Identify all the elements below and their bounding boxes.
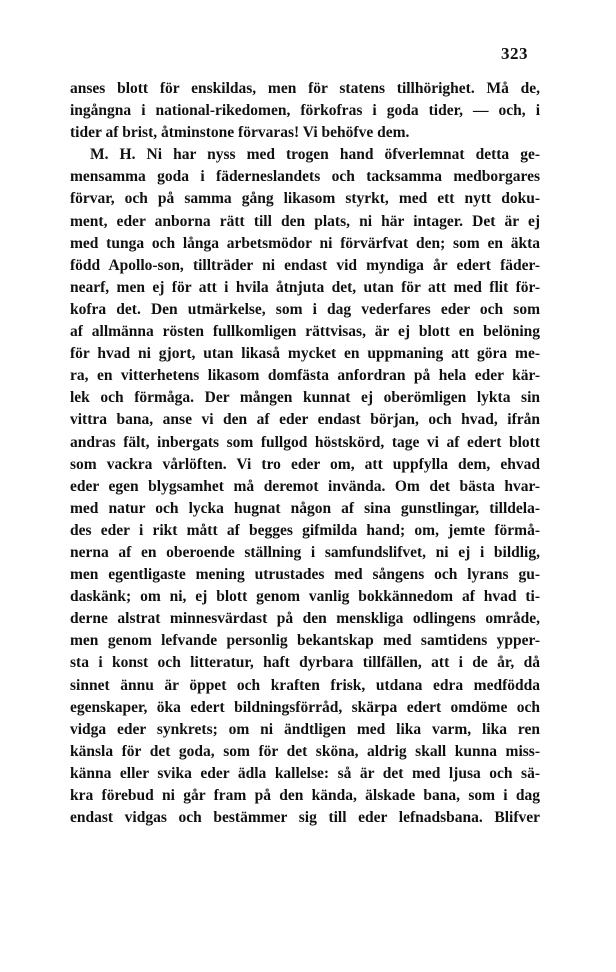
text-line: derne alstrat minnesvärdast på den menskliga odlingens område,: [70, 610, 540, 628]
text-line: nearf, men ej för att i hvila åtnjuta det, utan för att med flit för-: [70, 278, 540, 296]
text-line: men egentligaste mening utrustades med sångens och lyrans gu-: [70, 566, 540, 584]
page-number: 323: [501, 44, 528, 63]
text-line: anses blott för enskildas, men för statens tillhörighet. Må de,: [70, 80, 540, 97]
text-line: andras fält, inbergats som fullgod höstskörd, tage vi af edert blott: [70, 433, 540, 451]
text-line: vittra bana, anse vi den af eder endast början, och hvad, ifrån: [70, 411, 540, 429]
text-line: ment, eder anborna rätt till den plats, ni här intager. Det är ej: [70, 212, 540, 230]
text-line: känsla för det goda, som för det sköna, aldrig skall kunna miss-: [70, 742, 540, 760]
text-line: kra förebud ni går fram på den kända, älskade bana, som i dag: [70, 787, 540, 804]
text-line: mensamma goda i fäderneslandets och tacksamma medborgares: [70, 168, 540, 186]
text-line: född Apollo-son, tillträder ni endast vid myndiga år edert fäder-: [70, 256, 540, 274]
text-line: sinnet ännu är öppet och kraften frisk, utdana edra medfödda: [70, 676, 540, 694]
text-line: som vackra vårlöften. Vi tro eder om, att uppfylla dem, ehvad: [70, 455, 540, 473]
body-text: [70, 78, 540, 829]
text-line: lek och förmåga. Der mången kunnat ej oberömligen lykta sin: [70, 389, 540, 407]
text-line: ra, en vitterhetens likasom domfästa anfordran på hela eder kär-: [70, 367, 540, 385]
text-line: sta i konst och litteratur, haft dyrbara tillfällen, att i de år, då: [70, 654, 540, 672]
text-line: känna eller svika eder ädla kallelse: så är det med ljusa och sä-: [70, 764, 540, 782]
text-line: M. H. Ni har nyss med trogen hand öfverlemnat detta ge-: [90, 146, 540, 164]
text-line: förvar, och på samma gång likasom styrkt, med ett nytt doku-: [70, 190, 540, 208]
text-line: egenskaper, öka edert bildningsförråd, skärpa edert omdöme och: [70, 698, 540, 716]
text-line: nerna af en oberoende ställning i samfundslifvet, ni ej i bildlig,: [70, 543, 540, 561]
text-line: daskänk; om ni, ej blott genom vanlig bokkännedom af hvad ti-: [70, 588, 540, 606]
text-line: des eder i rikt mått af begges gifmilda hand; om, jemte förmå-: [70, 521, 540, 539]
text-line: vidga eder synkrets; om ni ändtligen med lika varm, lika ren: [70, 720, 540, 738]
text-line: endast vidgas och bestämmer sig till eder lefnadsbana. Blifver: [70, 809, 540, 827]
text-line: kofra det. Den utmärkelse, som i dag vederfares eder och som: [70, 300, 540, 318]
text-line: med natur och lycka hugnat någon af sina gunstlingar, tilldela-: [70, 499, 540, 517]
text-line: eder egen blygsamhet må deremot invända. Om det bästa hvar-: [70, 477, 540, 495]
text-line: tider af brist, åtminstone förvaras! Vi behöfve dem.: [70, 124, 410, 142]
text-line: af allmänna rösten fullkomligen rättvisas, är ej blott en belöning: [70, 323, 540, 341]
text-line: med tunga och långa arbetsmödor ni förvärfvat den; som en äkta: [70, 234, 540, 252]
text-line: ingångna i national-rikedomen, förkofras i goda tider, — och, i: [70, 102, 540, 120]
text-line: men genom lefvande personlig bekantskap med samtidens ypper-: [70, 632, 540, 650]
text-line: för hvad ni gjort, utan likaså mycket en uppmaning att göra me-: [70, 345, 540, 363]
